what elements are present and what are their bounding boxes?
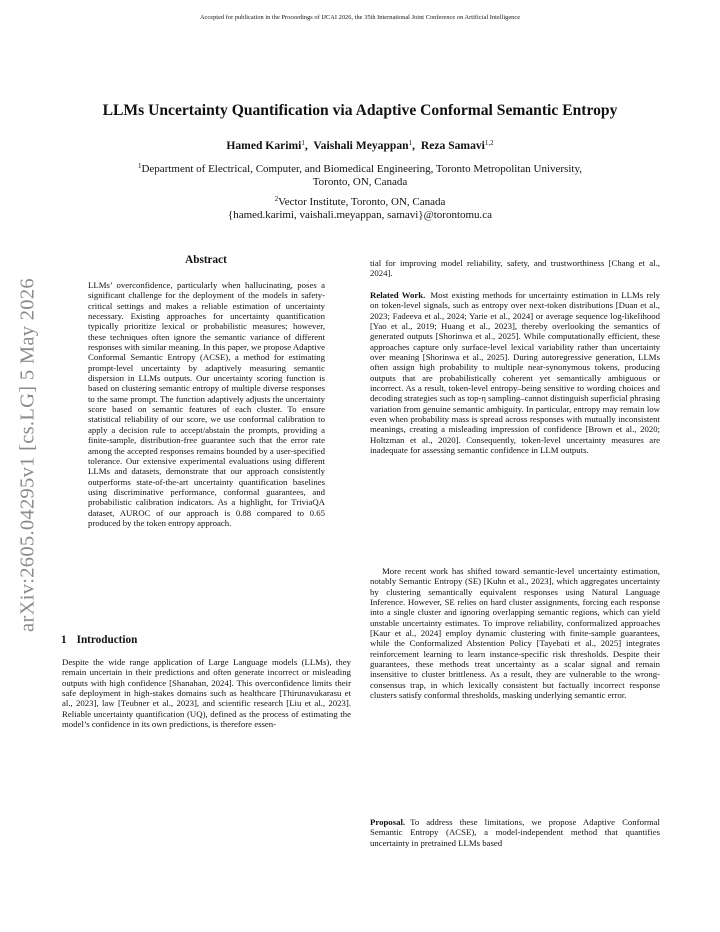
arxiv-identifier: arXiv:2605.04295v1 [cs.LG] 5 May 2026: [16, 278, 39, 632]
affiliation-line: Vector Institute, Toronto, ON, Canada: [278, 196, 446, 208]
author-list: Hamed Karimi$^1$, Vaishali Meyappan$^1$, Reza Samavi$^{1,2}$: [226, 139, 494, 152]
section-number: 1: [61, 634, 67, 646]
introduction-paragraph: Despite the wide range application of Large Language models (LLMs), they remain uncertain in their predictions and often generate incorrect or misleading outputs with high confidence [Shanahan, 2024]. This overconfidence limits their safe deployment in high-stakes domains such as healthcare [Thirunavukarasu et al., 2023], law [Teubner et al., 2023], and scientific research [Liu et al., 2023]. Reliable uncertainty quantification (UQ), defined as the process of estimating the model’s confidence in its own predictions, is therefore essen-: [62, 657, 351, 730]
proposal-paragraph: [370, 817, 660, 848]
introduction-continuation: [370, 258, 660, 279]
proposal-text: To address these limitations, we propose Adaptive Conformal Semantic Entropy (ACSE), a model-independent method that quantifies uncertainty in pretrained LLMs based: [370, 817, 660, 848]
related-work-heading: Related Work.: [370, 290, 426, 300]
affiliation-mark: 1: [137, 162, 142, 170]
semantic-uncertainty-text: More recent work has shifted toward semantic-level uncertainty estimation, notably Semantic Entropy (SE) [Kuhn et al., 2023], which aggregates uncertainty by clustering semantically equivalent responses using Natural Language Inference. However, SE relies on hard cluster assignments, forcing each response into a single cluster and ignoring overlapping semantic regions, which can yield unstable uncertainty estimates. To improve reliability, conformalized approaches [Kaur et al., 2024] employ dynamic clustering with finite-sample guarantees, while the Conformalized Abstention Policy [Tayebati et al., 2025] integrates reinforcement learning to learn instance-specific risk thresholds. Despite their guarantees, these methods treat uncertainty as a scalar signal and remain insensitive to cluster brittleness. As a result, they are vulnerable to the wrong-consensus trap, in which lexically consistent but factually incorrect response clusters satisfy conformal thresholds, masking underlying semantic error.: [370, 566, 660, 701]
introduction-body: [62, 657, 351, 729]
affiliation-1-location: Toronto, ON, Canada: [312, 176, 408, 188]
arxiv-stamp: [6, 270, 50, 640]
affiliation-line: Department of Electrical, Computer, and Biomedical Engineering, Toronto Metropolitan University,: [141, 163, 582, 175]
affiliation-mark: 2: [274, 195, 279, 203]
section-title: Introduction: [76, 634, 138, 646]
section-heading-introduction: [61, 634, 137, 646]
related-work-text: Most existing methods for uncertainty estimation in LLMs rely on token-level signals, such as entropy over next-token distributions [Duan et al., 2023; Fadeeva et al., 2024; Yarie et al., 2024] or average sequence log-likelihood [Yao et al., 2019; Huang et al., 2023], thereby overlooking the semantics of generated outputs [Shorinwa et al., 2025]. While computationally efficient, these approaches capture only surface-level lexical variability rather than uncertainty over meaning [Shorinwa et al., 2025]. During autoregressive generation, LLMs often assign high probability to multiple near-synonymous tokens, producing outputs that are probabilistically coherent yet semantically ambiguous or incorrect. As a result, token-level entropy–being sensitive to wording choices and decoding strategies such as top-η sampling–cannot distinguish superficial phrasing variation from genuine semantic ambiguity. In particular, entropy may remain low even when probability mass is spread across responses with mutually inconsistent meanings, creating a misleading impression of confidence [Brown et al., 2020; Holtzman et al., 2020]. Consequently, token-level uncertainty measures are inadequate for assessing semantic confidence in LLM outputs.: [370, 290, 660, 456]
author-affiliation-mark: 1: [301, 139, 305, 147]
related-work-paragraph: [370, 290, 660, 456]
paper-title: LLMs Uncertainty Quantification via Adaptive Conformal Semantic Entropy: [102, 102, 618, 119]
author-emails: {hamed.karimi, vaishali.meyappan, samavi}@torontomu.ca: [227, 209, 493, 221]
abstract-body: [88, 280, 325, 528]
author-name: Reza Samavi: [420, 139, 485, 152]
continuation-paragraph: tial for improving model reliability, safety, and trustworthiness [Chang et al., 2024].: [370, 258, 660, 279]
author-affiliation-mark: 1,2: [484, 139, 494, 147]
abstract-paragraph: LLMs’ overconfidence, particularly when hallucinating, poses a significant challenge for the deployment of the models in safety-critical settings and makes a reliable estimation of uncertainty necessary. Existing approaches for uncertainty quantification typically prioritize lexical or probabilistic measures; however, these techniques often ignore the semantic variance of different responses with similar meaning. In this paper, we propose Adaptive Conformal Semantic Entropy (ACSE), a method for estimating prompt-level uncertainty by adaptively measuring semantic dispersion in LLMs outputs. Our uncertainty scoring function is based on clustering semantic entropy of multiple diverse responses to the same prompt. The function adaptively adjusts the uncertainty score based on semantic features of each cluster. To ensure statistical reliability of our score, we use conformal calibration to apply a decision rule to accept/abstain the prompts, providing a finite-sample, distribution-free guarantee such that the error rate among the accepted responses remains bounded by a user-specified tolerance. Our extensive experimental evaluations using different LLMs and datasets, demonstrate that our approach consistently outperforms state-of-the-art uncertainty quantification baselines using discriminative performance, conformal guarantees, and probabilistic calibration indicators. As a highlight, for TriviaQA dataset, AUROC of our approach is 0.88 compared to 0.65 produced by the token entropy approach.: [88, 280, 325, 528]
abstract-heading: Abstract: [185, 254, 227, 266]
proposal-heading: Proposal.: [370, 817, 406, 827]
author-name: Hamed Karimi: [226, 139, 302, 152]
author-name: Vaishali Meyappan: [313, 139, 409, 152]
semantic-uncertainty-paragraph: [370, 566, 660, 700]
conference-note: Accepted for publication in the Proceedings of IJCAI 2026, the 35th International Joint Conference on Artificial Intelligence: [199, 14, 521, 21]
author-affiliation-mark: 1: [408, 139, 413, 147]
